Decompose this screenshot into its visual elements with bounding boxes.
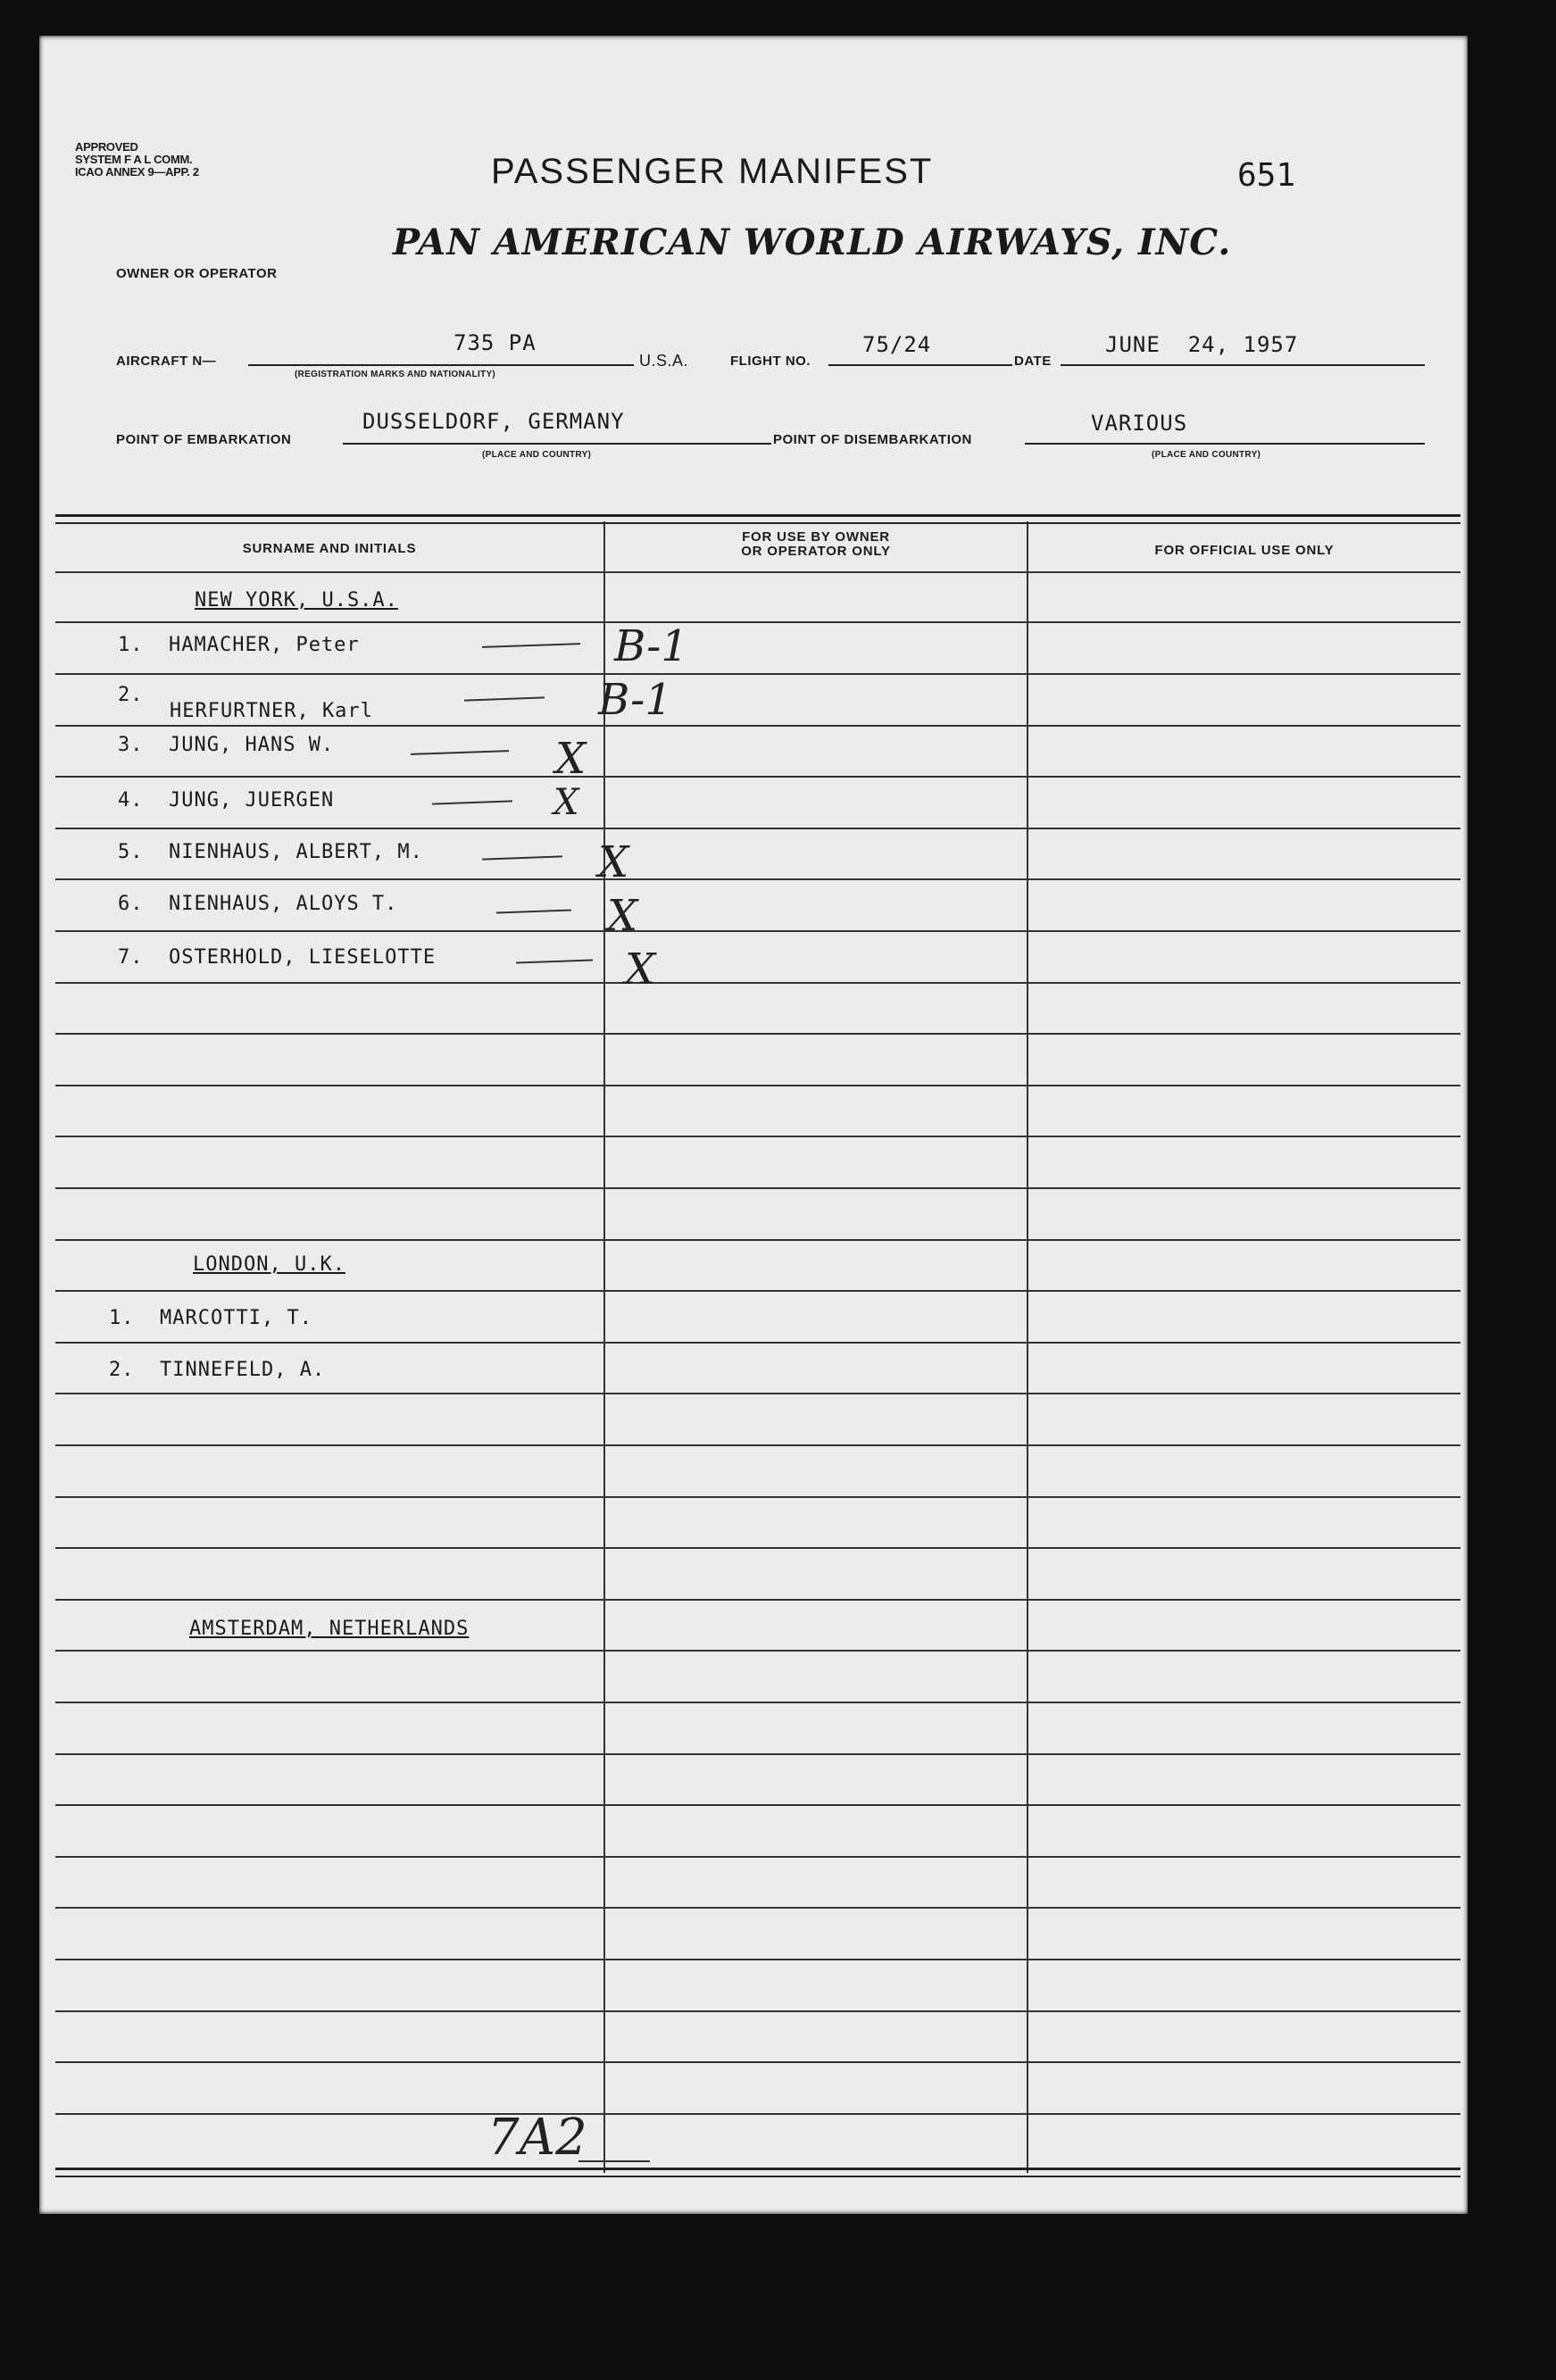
handwritten-mark: X <box>553 782 579 823</box>
passenger-name: NIENHAUS, ALOYS T. <box>169 893 398 915</box>
passenger-name: NIENHAUS, ALBERT, M. <box>169 841 423 863</box>
handwritten-mark: X <box>598 837 629 887</box>
passenger-no: 2. <box>109 1359 135 1381</box>
passenger-name: OSTERHOLD, LIESELOTTE <box>169 946 437 969</box>
flight-value: 75/24 <box>862 332 932 357</box>
col-surname-header: SURNAME AND INITIALS <box>242 541 417 556</box>
row-rule <box>55 1342 1460 1344</box>
row-rule <box>55 930 1460 932</box>
page-number: 651 <box>1237 157 1296 194</box>
passenger-row <box>118 841 423 863</box>
row-rule <box>55 1136 1460 1137</box>
passenger-no: 1. <box>118 634 144 656</box>
row-rule <box>55 1085 1460 1086</box>
passenger-no: 1. <box>109 1307 135 1329</box>
row-rule <box>55 621 1460 623</box>
row-rule <box>55 982 1460 984</box>
embarkation-label: POINT OF EMBARKATION <box>116 432 292 447</box>
row-rule <box>55 1753 1460 1755</box>
row-rule <box>55 571 1460 573</box>
handwritten-mark: X <box>555 734 587 784</box>
row-rule <box>55 2061 1460 2063</box>
approval-stamp <box>75 141 199 179</box>
passenger-row <box>118 789 334 811</box>
passenger-no: 5. <box>118 841 144 863</box>
passenger-name: HAMACHER, Peter <box>169 634 360 656</box>
row-rule <box>55 1444 1460 1446</box>
aircraft-value: 735 PA <box>453 330 537 355</box>
disembarkation-value: VARIOUS <box>1091 411 1188 436</box>
row-rule <box>55 1907 1460 1909</box>
handwritten-mark: B-1 <box>614 621 688 671</box>
footer-handwriting: 7A2 <box>487 2109 587 2167</box>
passenger-name: MARCOTTI, T. <box>160 1307 312 1329</box>
section-heading-amsterdam: AMSTERDAM, NETHERLANDS <box>189 1618 470 1640</box>
row-rule <box>55 1033 1460 1035</box>
aircraft-label: AIRCRAFT N— <box>116 354 217 369</box>
handwritten-mark: B-1 <box>598 675 672 725</box>
row-rule <box>55 1547 1460 1549</box>
owner-label: OWNER OR OPERATOR <box>116 266 278 281</box>
usa-label: U.S.A. <box>639 352 689 370</box>
row-rule <box>55 2113 1460 2115</box>
aircraft-line <box>248 364 634 366</box>
section-heading-new-york: NEW YORK, U.S.A. <box>195 589 398 612</box>
place-country-note-1: (PLACE AND COUNTRY) <box>482 450 592 460</box>
row-rule <box>55 1239 1460 1241</box>
footer-stroke <box>578 2160 650 2162</box>
row-rule <box>55 828 1460 829</box>
passenger-row <box>118 634 360 656</box>
row-rule <box>55 1650 1460 1652</box>
row-rule <box>55 1856 1460 1858</box>
table-top-rule <box>55 514 1460 524</box>
embarkation-value: DUSSELDORF, GERMANY <box>362 409 625 434</box>
passenger-name: JUNG, JUERGEN <box>169 789 335 811</box>
operator-name: PAN AMERICAN WORLD AIRWAYS, INC. <box>393 221 1232 263</box>
passenger-row <box>118 893 397 915</box>
approved-line-3: ICAO ANNEX 9—APP. 2 <box>75 165 199 179</box>
disembarkation-label: POINT OF DISEMBARKATION <box>773 432 972 447</box>
passenger-no: 6. <box>118 893 144 915</box>
registration-note: (REGISTRATION MARKS AND NATIONALITY) <box>295 370 496 379</box>
passenger-row <box>109 1307 312 1329</box>
table-bottom-rule <box>55 2168 1460 2177</box>
row-rule <box>55 1804 1460 1806</box>
row-rule <box>55 1599 1460 1601</box>
row-rule <box>55 1290 1460 1292</box>
row-rule <box>55 1393 1460 1394</box>
form-title: PASSENGER MANIFEST <box>491 152 934 191</box>
row-rule <box>55 725 1460 727</box>
column-divider-1 <box>603 521 605 2173</box>
row-rule <box>55 776 1460 778</box>
place-country-note-2: (PLACE AND COUNTRY) <box>1152 450 1261 460</box>
row-rule <box>55 2010 1460 2012</box>
row-rule <box>55 1702 1460 1703</box>
row-rule <box>55 1187 1460 1189</box>
row-rule <box>55 1496 1460 1498</box>
column-divider-2 <box>1027 521 1028 2173</box>
date-value: JUNE 24, 1957 <box>1105 332 1299 357</box>
passenger-row <box>170 700 373 722</box>
passenger-name: HERFURTNER, Karl <box>170 700 373 722</box>
passenger-no: 2. <box>118 684 144 706</box>
flight-line <box>828 364 1012 366</box>
row-rule <box>55 673 1460 675</box>
passenger-name: JUNG, HANS W. <box>169 734 335 756</box>
passenger-no: 7. <box>118 946 144 969</box>
date-label: DATE <box>1014 354 1052 369</box>
passenger-row <box>109 1359 325 1381</box>
passenger-no: 3. <box>118 734 144 756</box>
section-heading-london: LONDON, U.K. <box>193 1253 345 1276</box>
approved-line-2: SYSTEM F A L COMM. <box>75 153 193 166</box>
flight-label: FLIGHT NO. <box>730 354 811 369</box>
embarkation-line <box>343 443 771 445</box>
col-official-header: FOR OFFICIAL USE ONLY <box>1154 543 1335 558</box>
col-owner-header: FOR USE BY OWNER OR OPERATOR ONLY <box>741 529 891 559</box>
approved-line-1: APPROVED <box>75 140 138 154</box>
passenger-name: TINNEFELD, A. <box>160 1359 326 1381</box>
handwritten-mark: X <box>625 945 656 994</box>
row-rule <box>55 1959 1460 1960</box>
handwritten-mark: X <box>607 891 638 941</box>
passenger-row <box>118 734 334 756</box>
date-line <box>1061 364 1425 366</box>
passenger-row <box>118 684 144 706</box>
passenger-no: 4. <box>118 789 144 811</box>
passenger-row <box>118 946 436 969</box>
disembarkation-line <box>1025 443 1425 445</box>
row-rule <box>55 878 1460 880</box>
